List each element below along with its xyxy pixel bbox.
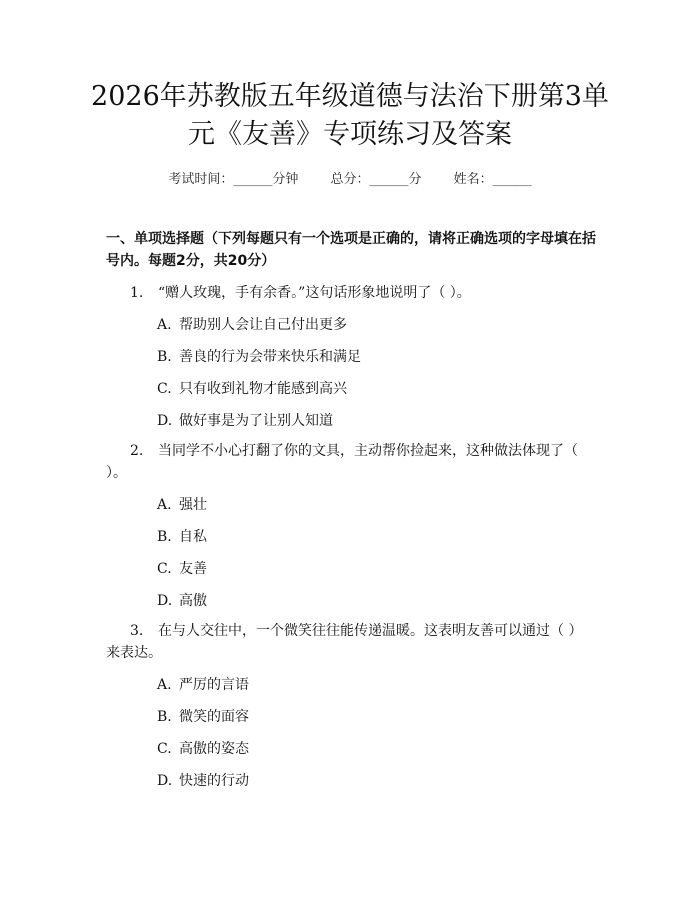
question-number: 1. bbox=[130, 285, 144, 301]
question-2-option-d bbox=[157, 590, 207, 610]
option-letter: A. bbox=[157, 677, 172, 693]
student-name: 姓名：______ bbox=[453, 172, 532, 187]
question-1 bbox=[106, 282, 596, 304]
option-text: 微笑的面容 bbox=[179, 709, 249, 725]
question-2 bbox=[106, 440, 596, 484]
question-3-option-c bbox=[157, 738, 249, 758]
exam-info bbox=[0, 168, 700, 187]
option-letter: C. bbox=[157, 741, 172, 757]
option-letter: D. bbox=[157, 413, 173, 429]
question-text: 在与人交往中，一个微笑往往能传递温暖。这表明友善可以通过（ ）来表达。 bbox=[106, 623, 583, 661]
option-text: 自私 bbox=[179, 529, 207, 545]
question-1-option-a bbox=[157, 314, 347, 334]
option-letter: A. bbox=[157, 317, 172, 333]
option-text: 高傲 bbox=[179, 593, 207, 609]
question-1-option-d bbox=[157, 410, 333, 430]
option-text: 高傲的姿态 bbox=[179, 741, 249, 757]
option-text: 严厉的言语 bbox=[179, 677, 249, 693]
question-2-option-b bbox=[157, 526, 207, 546]
option-letter: A. bbox=[157, 497, 172, 513]
question-2-option-c bbox=[157, 558, 207, 578]
question-3-option-d bbox=[157, 770, 249, 790]
question-text: 当同学不小心打翻了你的文具，主动帮你捡起来，这种做法体现了（ ）。 bbox=[106, 443, 578, 481]
question-3 bbox=[106, 620, 596, 664]
question-1-option-c bbox=[157, 378, 347, 398]
question-2-option-a bbox=[157, 494, 207, 514]
question-3-option-a bbox=[157, 674, 249, 694]
question-number: 2. bbox=[130, 443, 144, 459]
option-text: 友善 bbox=[179, 561, 207, 577]
option-text: 善良的行为会带来快乐和满足 bbox=[179, 349, 361, 365]
option-text: 做好事是为了让别人知道 bbox=[179, 413, 333, 429]
section-header: 一、单项选择题（下列每题只有一个选项是正确的，请将正确选项的字母填在括号内。每题2分，共20分） bbox=[106, 231, 596, 269]
title-line-2: 元《友善》专项练习及答案 bbox=[188, 119, 512, 150]
option-letter: C. bbox=[157, 381, 172, 397]
question-number: 3. bbox=[130, 623, 144, 639]
option-text: 强壮 bbox=[179, 497, 207, 513]
option-letter: D. bbox=[157, 593, 173, 609]
document-title bbox=[60, 78, 640, 154]
title-line-1: 2026年苏教版五年级道德与法治下册第3单 bbox=[91, 81, 609, 112]
question-3-option-b bbox=[157, 706, 249, 726]
option-text: 只有收到礼物才能感到高兴 bbox=[179, 381, 347, 397]
option-text: 帮助别人会让自己付出更多 bbox=[179, 317, 347, 333]
question-1-option-b bbox=[157, 346, 361, 366]
option-letter: D. bbox=[157, 773, 173, 789]
option-letter: B. bbox=[157, 529, 172, 545]
option-letter: B. bbox=[157, 709, 172, 725]
option-letter: B. bbox=[157, 349, 172, 365]
option-text: 快速的行动 bbox=[179, 773, 249, 789]
exam-time: 考试时间：______分钟 bbox=[168, 172, 299, 187]
option-letter: C. bbox=[157, 561, 172, 577]
question-text: “赠人玫瑰，手有余香。”这句话形象地说明了（ ）。 bbox=[158, 285, 471, 301]
total-score: 总分：______分 bbox=[330, 172, 422, 187]
